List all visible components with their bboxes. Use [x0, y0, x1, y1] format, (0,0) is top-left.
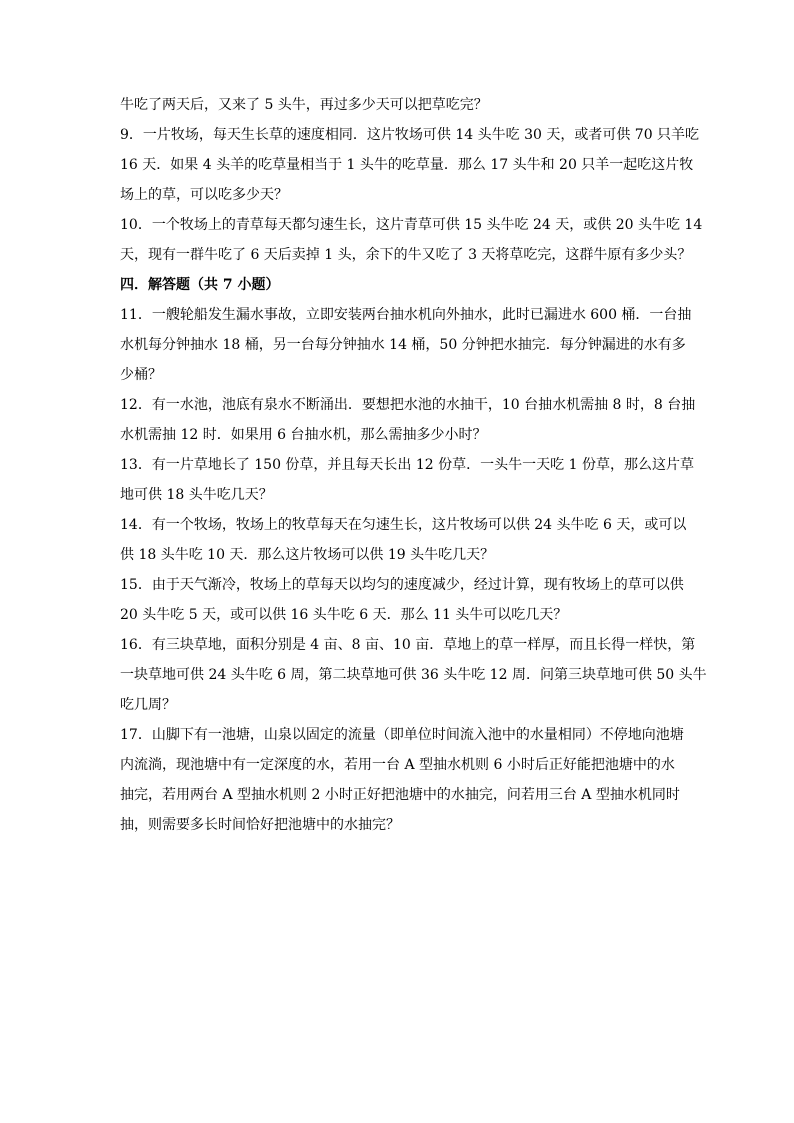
document-page — [120, 96, 707, 846]
question-11-line-2: 水机每分钟抽水 18 桶，另一台每分钟抽水 14 桶，50 分钟把水抽完．每分钟漏进的水有多 — [120, 337, 686, 353]
question-17-line-1: 17．山脚下有一池塘，山泉以固定的流量（即单位时间流入池中的水量相同）不停地向池塘 — [120, 727, 684, 743]
question-17-line-4: 抽，则需要多长时间恰好把池塘中的水抽完？ — [120, 817, 400, 833]
question-13-line-2: 地可供 18 头牛吃几天？ — [120, 487, 273, 503]
question-9-line-2: 16 天．如果 4 头羊的吃草量相当于 1 头牛的吃草量．那么 17 头牛和 20 只羊一起吃这片牧 — [120, 157, 694, 173]
question-16-line-2: 一块草地可供 24 头牛吃 6 周，第二块草地可供 36 头牛吃 12 周．问第三块草地可供 50 头牛 — [120, 667, 707, 683]
question-10-line-1: 10．一个牧场上的青草每天都匀速生长，这片青草可供 15 头牛吃 24 天，或供 20 头牛吃 14 — [120, 217, 703, 233]
question-17-line-2: 内流淌，现池塘中有一定深度的水，若用一台 A 型抽水机则 6 小时后正好能把池塘中的水 — [120, 757, 675, 773]
section-heading: 四．解答题（共 7 小题） — [120, 277, 280, 293]
question-11-line-1: 11．一艘轮船发生漏水事故，立即安装两台抽水机向外抽水，此时已漏进水 600 桶．一台抽 — [120, 307, 692, 323]
question-14-line-1: 14．有一个牧场，牧场上的牧草每天在匀速生长，这片牧场可以供 24 头牛吃 6 天，或可以 — [120, 517, 687, 533]
question-15-line-2: 20 头牛吃 5 天，或可以供 16 头牛吃 6 天．那么 11 头牛可以吃几天？ — [120, 607, 568, 623]
text-line: 牛吃了两天后，又来了 5 头牛，再过多少天可以把草吃完？ — [120, 97, 488, 113]
question-9-line-3: 场上的草，可以吃多少天？ — [120, 187, 288, 203]
question-14-line-2: 供 18 头牛吃 10 天．那么这片牧场可以供 19 头牛吃几天？ — [120, 547, 495, 563]
question-17-line-3: 抽完，若用两台 A 型抽水机则 2 小时正好把池塘中的水抽完，问若用三台 A 型抽水机同时 — [120, 787, 680, 803]
question-16-line-1: 16．有三块草地，面积分别是 4 亩、8 亩、10 亩．草地上的草一样厚，而且长得一样快，第 — [120, 637, 696, 653]
question-15-line-1: 15．由于天气渐冷，牧场上的草每天以均匀的速度减少，经过计算，现有牧场上的草可以供 — [120, 577, 684, 593]
question-12-line-2: 水机需抽 12 时．如果用 6 台抽水机，那么需抽多少小时？ — [120, 427, 487, 443]
question-12-line-1: 12．有一水池，池底有泉水不断涌出．要想把水池的水抽干，10 台抽水机需抽 8 时，8 台抽 — [120, 397, 696, 413]
question-16-line-3: 吃几周？ — [120, 697, 176, 713]
question-11-line-3: 少桶？ — [120, 367, 162, 383]
question-9-line-1: 9．一片牧场，每天生长草的速度相同．这片牧场可供 14 头牛吃 30 天，或者可供 70 只羊吃 — [120, 127, 700, 143]
question-10-line-2: 天，现有一群牛吃了 6 天后卖掉 1 头，余下的牛又吃了 3 天将草吃完，这群牛原有多少头？ — [120, 247, 692, 263]
question-13-line-1: 13．有一片草地长了 150 份草，并且每天长出 12 份草．一头牛一天吃 1 份草，那么这片草 — [120, 457, 694, 473]
